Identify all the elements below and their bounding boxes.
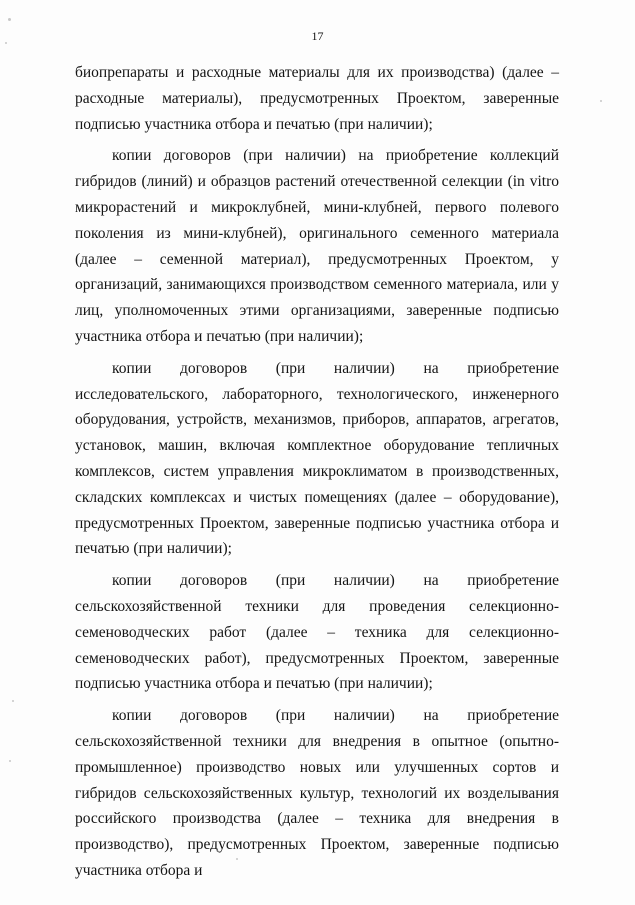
scan-speck bbox=[600, 100, 602, 102]
paragraph-seed-material: копии договоров (при наличии) на приобретение коллекций гибридов (линий) и образцов растений отечественной селекции (in vitro микрорастений и микроклубней, мини-клубней, первого полевого поколения из мини-клубней), оригинального семенного материала (далее – семенной материал), предусмотренных Проектом, у организаций, занимающихся производством семенного материала, или у лиц, уполномоченных этими организациями, заверенные подписью участника отбора и печатью (при наличии); bbox=[75, 147, 559, 345]
page-number: 17 bbox=[311, 29, 324, 43]
scan-speck bbox=[12, 700, 14, 702]
scan-speck bbox=[9, 760, 11, 762]
paragraph-breeding-machinery: копии договоров (при наличии) на приобретение сельскохозяйственной техники для проведения селекционно-семеноводческих работ (далее – техника для селекционно-семеноводческих работ), предусмотренных Проектом, заверенные подписью участника отбора и печатью (при наличии); bbox=[75, 572, 559, 693]
paragraph-production-machinery: копии договоров (при наличии) на приобретение сельскохозяйственной техники для внедрения в опытное (опытно-промышленное) производство новых или улучшенных сортов и гибридов сельскохозяйственных культур, технологий их возделывания российского производства (далее – техника для внедрения в производство), предусмотренных Проектом, заверенные подписью участника отбора и bbox=[75, 707, 559, 879]
document-body bbox=[75, 60, 559, 884]
paragraph-consumables: биопрепараты и расходные материалы для их производства) (далее – расходные материалы), предусмотренных Проектом, заверенные подписью участника отбора и печатью (при наличии); bbox=[75, 64, 559, 133]
paragraph-equipment: копии договоров (при наличии) на приобретение исследовательского, лабораторного, технологического, инженерного оборудования, устройств, механизмов, приборов, аппаратов, агрегатов, установок, машин, включая комплектное оборудование тепличных комплексов, систем управления микроклиматом в производственных, складских комплексах и чистых помещениях (далее – оборудование), предусмотренных Проектом, заверенные подписью участника отбора и печатью (при наличии); bbox=[75, 359, 559, 558]
scan-speck bbox=[8, 18, 11, 21]
